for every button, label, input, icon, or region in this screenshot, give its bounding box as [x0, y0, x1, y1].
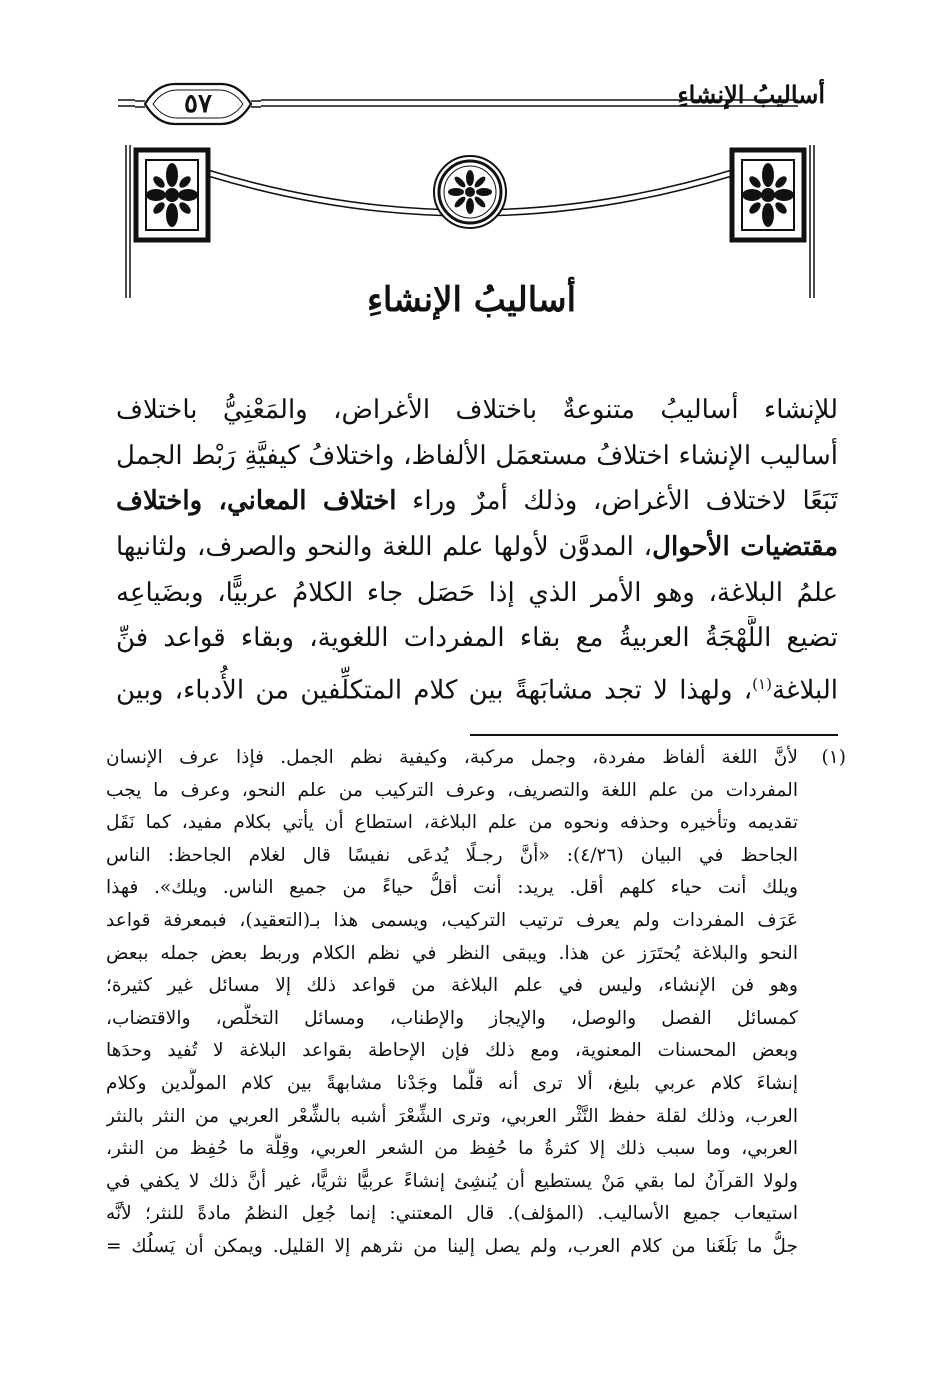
- footnote-line: إنشاءَ كلام عربي بليغ، ألا ترى أنه قلَّما وجَدْنا مشابهةً بين كلام المولَّدين وكلام: [106, 1072, 798, 1094]
- medallion-icon: [434, 156, 506, 228]
- footnote-text: لأنَّ اللغة ألفاظ مفردة، وجمل مركبة، وكيفية نظم الجمل. فإذا عرف الإنسان: [106, 747, 798, 768]
- body-text: [116, 388, 838, 708]
- bold-phrase: اختلاف المعاني، واختلاف: [116, 486, 397, 517]
- footnote-line: جلُّ ما بَلَغَنا من كلام العرب، ولم يصل إلينا من نثرهم إلا القليل. ويمكن أن يَسلُك =: [106, 1235, 798, 1257]
- footnote-number: (١): [821, 747, 846, 768]
- running-title: أساليبُ الإنشاءِ: [677, 80, 825, 109]
- chapter-title: أساليبُ الإنشاءِ: [366, 280, 577, 320]
- left-pillar-icon: [126, 145, 208, 298]
- footnote-line: الجاحظ في البيان (٤/٢٦): «أنَّ رجـلًا يُدعَى نفيسًا قال لغلام الجاحظ: الناس: [106, 844, 798, 866]
- right-pillar-icon: [732, 145, 814, 298]
- footnote-line: تقديمه وتأخيره وحذفه ونحوه من علم البلاغة، استطاع أن يأتي بكلام مفيد، كما نَقَل: [106, 812, 798, 834]
- body-segment: ، المدوَّن لأولها علم اللغة والنحو والصرف، ولثانيها: [116, 532, 653, 563]
- body-segment: تَبَعًا لاختلاف الأغراض، وذلك أمرٌ وراء: [412, 486, 838, 517]
- body-line: أساليب الإنشاء اختلافُ مستعمَل الألفاظ، واختلافُ كيفيَّةِ رَبْط الجمل: [116, 440, 838, 471]
- body-line: [116, 525, 838, 571]
- footnote-reference[interactable]: (١): [752, 675, 772, 694]
- footnote-line: [106, 742, 846, 775]
- footnote-line: العرب، وذلك لقلة حفظ النَّثْر العربي، وترى الشِّعْرَ أشبه بالشِّعْر العربي من النثر بالنثر: [106, 1105, 798, 1127]
- footnote-line: استيعاب جميع الأساليب. (المؤلف). قال المعتني: إنما جُعِل النظمُ مادةً للنثر؛ لأنَّه: [106, 1203, 798, 1225]
- footnote-line: عَرَف المفردات ولم يعرف ترتيب التركيب، ويسمى هذا بـ(التعقيد)، فبمعرفة قواعد: [106, 909, 798, 931]
- footnote-line: العربي، وما سبب ذلك إلا كثرةُ ما حُفِظ من الشعر العربي، وقِلَّة ما حُفِظ من النثر،: [106, 1138, 798, 1160]
- body-line: تضيع اللَّهْجَةُ العربيةُ مع بقاء المفردات اللغوية، وبقاء قواعد فنِّ: [116, 623, 838, 654]
- footnote-line: وهو فن الإنشاء، وليس في علم البلاغة من قواعد ذلك إلا مسائل غير كثيرة؛: [106, 975, 798, 997]
- footnote-line: النحو والبلاغة يُحتَرَز عن هذا. ويبقى النظر في نظم الكلام وربط بعض جمله ببعض: [106, 942, 798, 964]
- page-number: ٥٧: [184, 89, 212, 119]
- footnote-line: كمسائل الفصل والوصل، والإيجاز والإطناب، ومسائل التخلُّص، والاقتضاب،: [106, 1007, 798, 1029]
- body-line: علمُ البلاغة، وهو الأمر الذي إذا حَصَل جاء الكلامُ عربيًّا، وبضَياعِه: [116, 577, 838, 608]
- footnote-line: المفردات من علم اللغة والتصريف، وعرف التركيب من علم النحو، وعرف ما يجب: [106, 779, 798, 801]
- footnotes: [106, 742, 846, 1264]
- body-line: [116, 662, 838, 708]
- footnote-divider: [470, 734, 838, 736]
- body-line: [116, 479, 838, 525]
- bold-phrase: مقتضيات الأحوال: [652, 532, 838, 563]
- body-segment: البلاغة: [771, 675, 838, 706]
- body-segment: ، ولهذا لا تجد مشابَهةً بين كلام المتكلِّفين من الأُدباء، وبين: [116, 675, 753, 706]
- footnote-line: وبعض المحسنات المعنوية، ومع ذلك فإن الإحاطة بقواعد البلاغة لا تُفيد وحدَها: [106, 1040, 798, 1062]
- footnote-line: ولولا القرآنُ لما بقي مَنْ يستطيع أن يُنشِئ إنشاءً عربيًّا نثريًّا، غير أنَّ ذلك لا يكفي في: [106, 1170, 798, 1192]
- footnote-line: ويلك أنت حياء كلهم أقل. يريد: أنت أقلُّ حياءً من جميع الناس. ويلك». فهذا: [106, 877, 798, 899]
- body-line: للإنشاء أساليبُ متنوعةٌ باختلاف الأغراض، والمَعْنِيُّ باختلاف: [116, 395, 838, 425]
